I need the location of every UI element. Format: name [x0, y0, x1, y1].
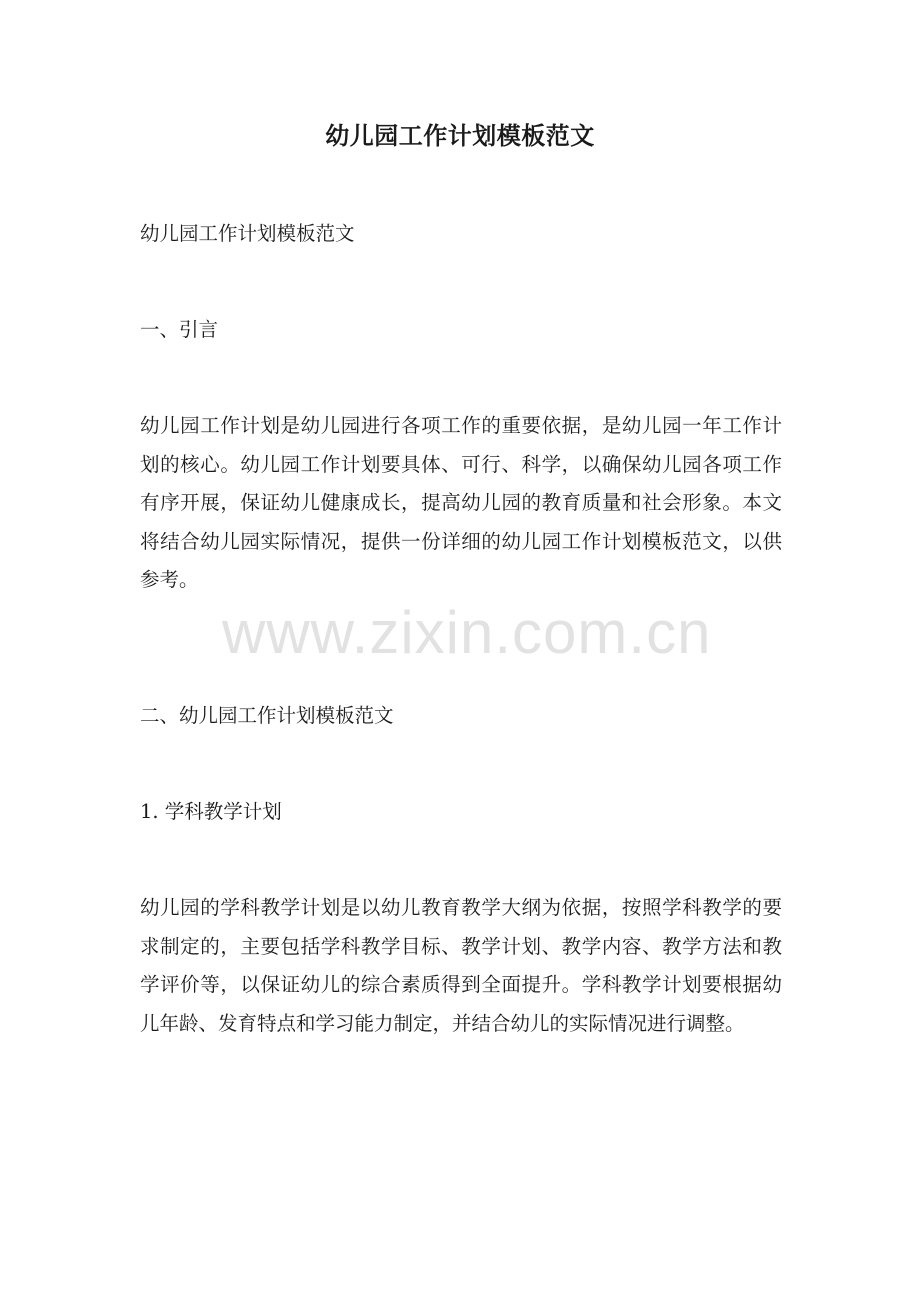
document-subtitle: 幼儿园工作计划模板范文 — [140, 222, 355, 245]
watermark: www.zixin.com.cn — [222, 599, 712, 666]
intro-paragraph: 幼儿园工作计划是幼儿园进行各项工作的重要依据，是幼儿园一年工作计划的核心。幼儿园工作计划要具体、可行、科学，以确保幼儿园各项工作有序开展，保证幼儿健康成长，提高幼儿园的教育质量和社会形象。本文将结合幼儿园实际情况，提供一份详细的幼儿园工作计划模板范文，以供参考。 — [140, 414, 782, 591]
section-heading-introduction: 一、引言 — [140, 318, 219, 341]
section-heading-template: 二、幼儿园工作计划模板范文 — [140, 704, 394, 727]
document-title: 幼儿园工作计划模板范文 — [325, 121, 595, 150]
subsection-heading-teaching-plan: 1. 学科教学计划 — [140, 800, 282, 823]
teaching-plan-paragraph: 幼儿园的学科教学计划是以幼儿教育教学大纲为依据，按照学科教学的要求制定的，主要包括学科教学目标、教学计划、教学内容、教学方法和教学评价等，以保证幼儿的综合素质得到全面提升。学科教学计划要根据幼儿年龄、发育特点和学习能力制定，并结合幼儿的实际情况进行调整。 — [140, 896, 782, 1035]
